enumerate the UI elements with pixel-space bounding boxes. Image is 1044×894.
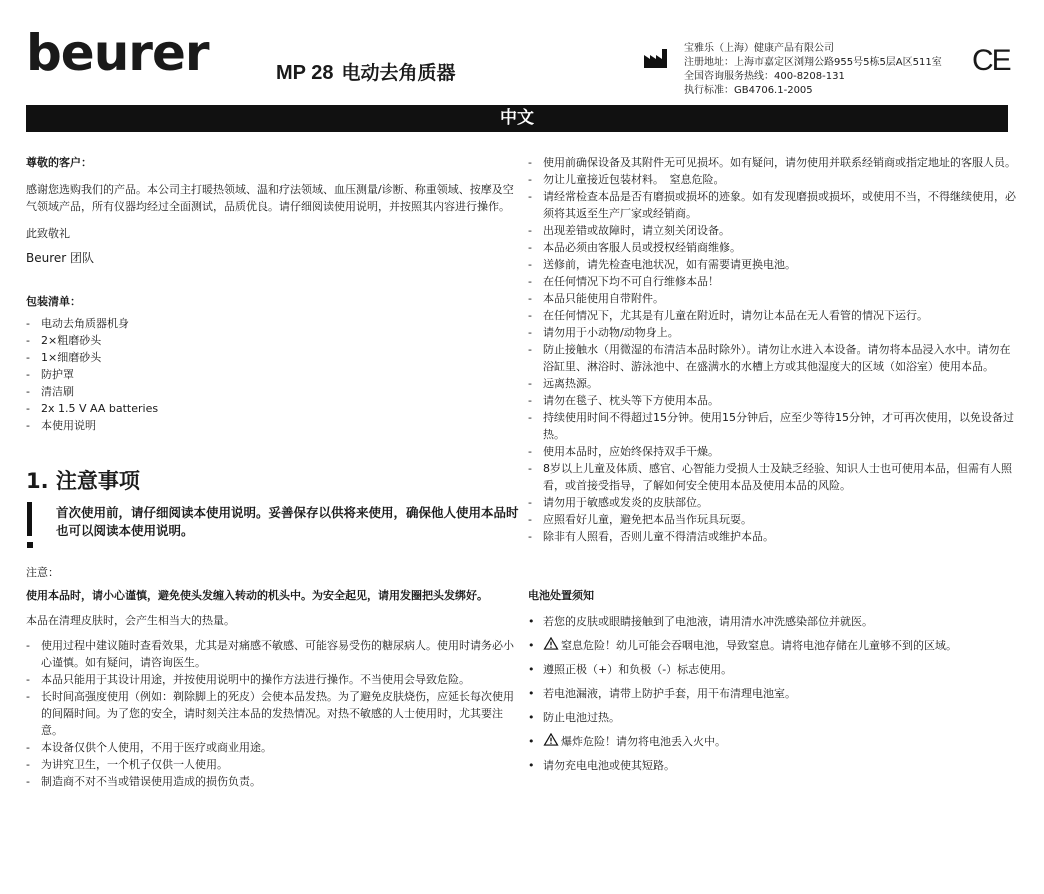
factory-icon [643, 47, 669, 69]
battery-heading: 电池处置须知 [528, 589, 594, 602]
list-item: - 为讲究卫生，一个机子仅供一人使用。 [26, 756, 520, 773]
list-item: - 长时间高强度使用（例如：剃除脚上的死皮）会使本品发热。为了避免皮肤烧伤，应延长每次使用的间隔时间。为了您的安全，请时刻关注本品的发热情况。对热不敏感的人士使用时，尤其要注意。 [26, 688, 520, 739]
list-item: - 远离热源。 [528, 375, 1016, 392]
list-item: - 使用前确保设备及其附件无可见损坏。如有疑问，请勿使用并联系经销商或指定地址的客服人员。 [528, 154, 1016, 171]
manufacturer-info [684, 42, 942, 98]
company-hotline: 全国咨询服务热线：400-8208-131 [684, 71, 845, 82]
list-item: - 在任何情况下均不可自行维修本品！ [528, 273, 1016, 290]
right-column [528, 154, 1016, 778]
warning-triangle-icon [543, 637, 559, 650]
list-item: - 使用本品时，应始终保持双手干燥。 [528, 443, 1016, 460]
list-item: - 持续使用时间不得超过15分钟。使用15分钟后，应至少等待15分钟，才可再次使用，以免设备过热。 [528, 409, 1016, 443]
package-list [26, 315, 520, 434]
exclamation-icon [26, 502, 40, 548]
battery-list [528, 610, 1016, 778]
list-item: - 防止接触水（用微湿的布清洁本品时除外）。请勿让水进入本设备。请勿将本品浸入水中。请勿在浴缸里、淋浴时、游泳池中、在盛满水的水槽上方或其他湿度大的区域（如浴室）使用本品。 [528, 341, 1016, 375]
heat-text: 本品在清理皮肤时，会产生相当大的热量。 [26, 614, 235, 627]
list-item: - 请勿用于小动物/动物身上。 [528, 324, 1016, 341]
list-item: - 出现差错或故障时，请立刻关闭设备。 [528, 222, 1016, 239]
model-code: MP 28 [276, 62, 334, 84]
list-item: • 遵照正极（+）和负极（-）标志使用。 [528, 658, 1016, 682]
list-item: - 请经常检查本品是否有磨损或损坏的迹象。如有发现磨损或损坏，或使用不当，不得继续使用，必须将其返至生产厂家或经销商。 [528, 188, 1016, 222]
list-item: - 2×粗磨砂头 [26, 332, 520, 349]
regards: 此致敬礼 [26, 227, 70, 240]
caution-list-left [26, 637, 520, 790]
greeting: 尊敬的客户： [26, 156, 92, 169]
caution-list-right [528, 154, 1016, 545]
list-item: - 本使用说明 [26, 417, 520, 434]
model-name: 电动去角质器 [341, 62, 456, 84]
list-item: - 请勿用于敏感或发炎的皮肤部位。 [528, 494, 1016, 511]
warning-triangle-icon [543, 733, 559, 746]
note-text: 使用本品时，请小心谨慎，避免使头发缠入转动的机头中。为安全起见，请用发圈把头发绑好。 [26, 589, 488, 602]
list-item: - 除非有人照看，否则儿童不得清洁或维护本品。 [528, 528, 1016, 545]
list-item: - 电动去角质器机身 [26, 315, 520, 332]
list-item: - 本设备仅供个人使用，不用于医疗或商业用途。 [26, 739, 520, 756]
list-item: • 若您的皮肤或眼睛接触到了电池液，请用清水冲洗感染部位并就医。 [528, 610, 1016, 634]
company-name: 宝雅乐（上海）健康产品有限公司 [684, 43, 834, 54]
list-item: • 请勿充电电池或使其短路。 [528, 754, 1016, 778]
list-item: - 在任何情况下，尤其是有儿童在附近时，请勿让本品在无人看管的情况下运行。 [528, 307, 1016, 324]
brand-logo: beurer [26, 24, 209, 82]
list-item: - 本品只能使用自带附件。 [528, 290, 1016, 307]
warning-block [26, 504, 520, 540]
list-item: - 勿让儿童接近包装材料。 窒息危险。 [528, 171, 1016, 188]
list-item: • 爆炸危险！请勿将电池丢入火中。 [528, 730, 1016, 754]
list-item: - 本品必须由客服人员或授权经销商维修。 [528, 239, 1016, 256]
company-standard: 执行标准：GB4706.1-2005 [684, 85, 813, 96]
company-address: 注册地址：上海市嘉定区浏翔公路955号5栋5层A区511室 [684, 57, 942, 68]
list-item: - 1×细磨砂头 [26, 349, 520, 366]
list-item: • 窒息危险！幼儿可能会吞咽电池，导致窒息。请将电池存储在儿童够不到的区域。 [528, 634, 1016, 658]
language-banner: 中文 [26, 105, 1008, 132]
note-heading: 注意： [26, 566, 59, 579]
list-item: • 防止电池过热。 [528, 706, 1016, 730]
list-item: - 本品只能用于其设计用途，并按使用说明中的操作方法进行操作。不当使用会导致危险。 [26, 671, 520, 688]
list-item: - 8岁以上儿童及体质、感官、心智能力受损人士及缺乏经验、知识人士也可使用本品，但需有人照看，或首接受指导，了解如何安全使用本品及使用本品的风险。 [528, 460, 1016, 494]
list-item: - 2x 1.5 V AA batteries [26, 400, 520, 417]
list-item: - 请勿在毯子、枕头等下方使用本品。 [528, 392, 1016, 409]
list-item: • 若电池漏液，请带上防护手套，用干布清理电池室。 [528, 682, 1016, 706]
list-item: - 应照看好儿童，避免把本品当作玩具玩耍。 [528, 511, 1016, 528]
list-item: - 送修前，请先检查电池状况，如有需要请更换电池。 [528, 256, 1016, 273]
package-heading: 包装清单： [26, 295, 81, 308]
product-title [276, 58, 455, 85]
team-signature: Beurer 团队 [26, 251, 95, 265]
list-item: - 使用过程中建议随时查看效果，尤其是对痛感不敏感、可能容易受伤的糖尿病人。使用时请务必小心谨慎。如有疑问，请咨询医生。 [26, 637, 520, 671]
list-item: - 清洁刷 [26, 383, 520, 400]
ce-mark: CE [972, 44, 1010, 77]
list-item: - 防护罩 [26, 366, 520, 383]
section-title: 1. 注意事项 [26, 469, 140, 493]
warning-text: 首次使用前，请仔细阅读本使用说明。妥善保存以供将来使用，确保他人使用本品时也可以阅读本使用说明。 [56, 505, 519, 538]
intro-text: 感谢您选购我们的产品。本公司主打暖热领域、温和疗法领域、血压测量/诊断、称重领域、按摩及空气领域产品，所有仪器均经过全面测试，品质优良。请仔细阅读使用说明，并按照其内容进行操作。 [26, 183, 514, 213]
list-item: - 制造商不对不当或错误使用造成的损伤负责。 [26, 773, 520, 790]
left-column [26, 154, 520, 790]
